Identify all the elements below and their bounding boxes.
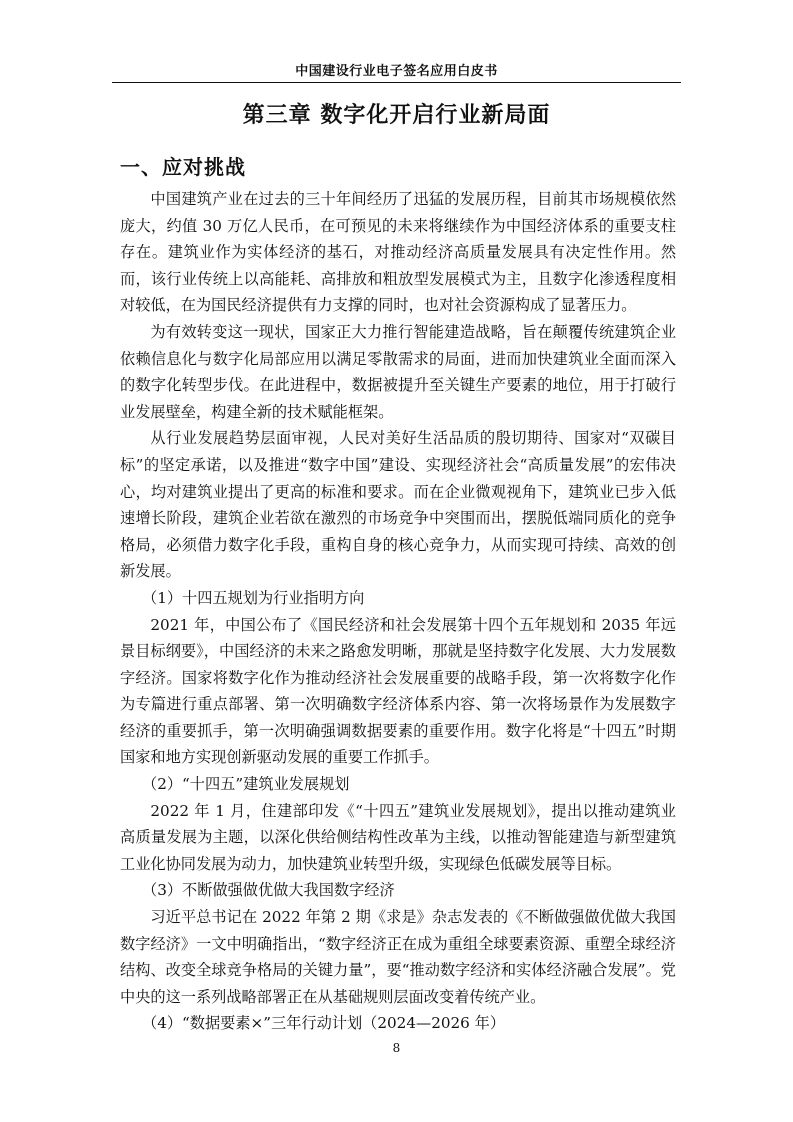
body-text	[120, 186, 676, 1037]
subsection-paragraph: 习近平总书记在 2022 年第 2 期《求是》杂志发表的《不断做强做优做大我国数字经济》一文中明确指出，“数字经济正在成为重组全球要素资源、重塑全球经济结构、改变全球竞争格局的关键力量”，要“推动数字经济和实体经济融合发展”。党中央的这一系列战略部署正在从基础规则层面改变着传统产业。	[120, 908, 676, 1006]
subsection-heading: （4）“数据要素×”三年行动计划（2024—2026 年）	[142, 1014, 506, 1033]
chapter-title: 第三章 数字化开启行业新局面	[242, 103, 551, 128]
subsection-heading: （1）十四五规划为行业指明方向	[142, 588, 365, 607]
subsection-heading: （3）不断做强做优做大我国数字经济	[142, 881, 395, 900]
page-number: 8	[392, 1041, 401, 1055]
subsection-heading: （2）“十四五”建筑业发展规划	[142, 775, 350, 794]
header-rule	[112, 82, 681, 83]
paragraph: 从行业发展趋势层面审视，人民对美好生活品质的殷切期待、国家对“双碳目标”的坚定承诺，以及推进“数字中国”建设、实现经济社会“高质量发展”的宏伟决心，均对建筑业提出了更高的标准和要求。而在企业微观视角下，建筑业已步入低速增长阶段，建筑企业若欲在激烈的市场竞争中突围而出，摆脱低端同质化的竞争格局，必须借力数字化手段，重构自身的核心竞争力，从而实现可持续、高效的创新发展。	[120, 429, 676, 581]
section-heading: 一、应对挑战	[120, 155, 246, 179]
running-header: 中国建设行业电子签名应用白皮书	[295, 64, 498, 79]
subsection-paragraph: 2022 年 1 月，住建部印发《“十四五”建筑业发展规划》，提出以推动建筑业高质量发展为主题，以深化供给侧结构性改革为主线，以推动智能建造与新型建筑工业化协同发展为动力，加快建筑业转型升级，实现绿色低碳发展等目标。	[120, 801, 676, 873]
subsection-paragraph: 2021 年，中国公布了《国民经济和社会发展第十四个五年规划和 2035 年远景目标纲要》，中国经济的未来之路愈发明晰，那就是坚持数字化发展、大力发展数字经济。国家将数字化作为推动经济社会发展重要的战略手段，第一次将数字化作为专篇进行重点部署、第一次明确数字经济体系内容、第一次将场景作为发展数字经济的重要抓手，第一次明确强调数据要素的重要作用。数字化将是“十四五”时期国家和地方实现创新驱动发展的重要工作抓手。	[120, 615, 676, 767]
paragraph: 中国建筑产业在过去的三十年间经历了迅猛的发展历程，目前其市场规模依然庞大，约值 30 万亿人民币，在可预见的未来将继续作为中国经济体系的重要支柱存在。建筑业作为实体经济的基石，对推动经济高质量发展具有决定性作用。然而，该行业传统上以高能耗、高排放和粗放型发展模式为主，且数字化渗透程度相对较低，在为国民经济提供有力支撑的同时，也对社会资源构成了显著压力。	[120, 190, 676, 315]
paragraph: 为有效转变这一现状，国家正大力推行智能建造战略，旨在颠覆传统建筑企业依赖信息化与数字化局部应用以满足零散需求的局面，进而加快建筑业全面而深入的数字化转型步伐。在此进程中，数据被提升至关键生产要素的地位，用于打破行业发展壁垒，构建全新的技术赋能框架。	[120, 322, 676, 421]
